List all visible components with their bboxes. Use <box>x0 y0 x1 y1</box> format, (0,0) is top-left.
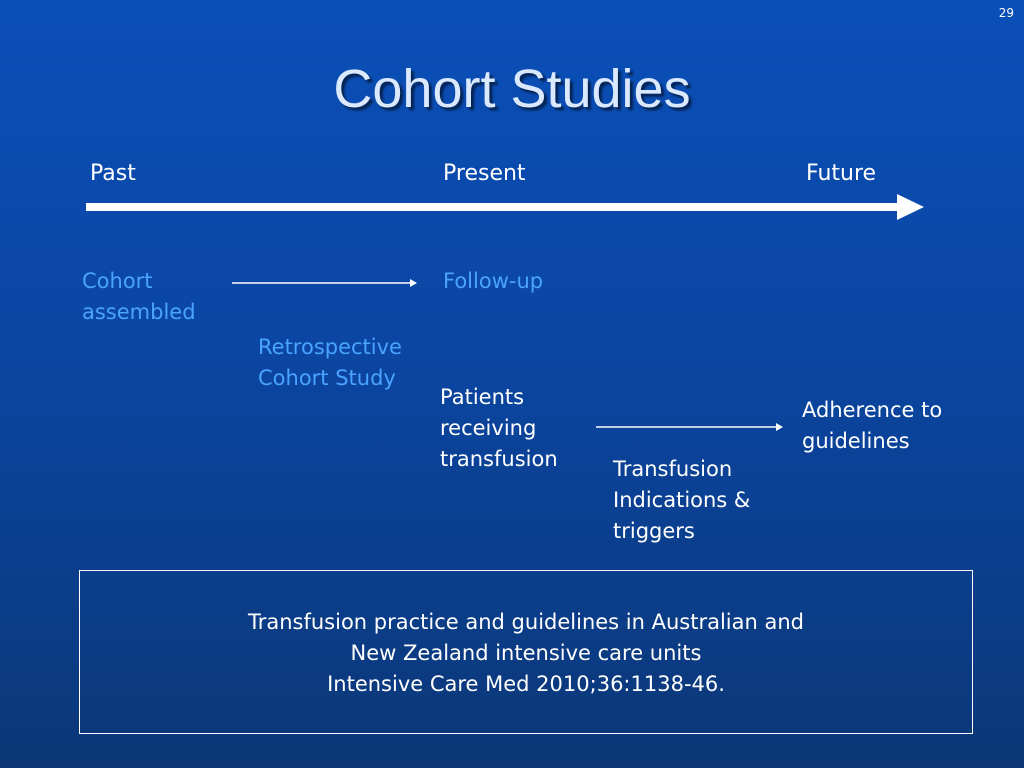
patients-line: Patients <box>440 385 525 409</box>
citation-line: New Zealand intensive care units <box>350 641 702 665</box>
prospective-arrow <box>596 423 783 431</box>
transfusion-triggers-line: Indications & <box>613 488 751 512</box>
timeline-arrow <box>86 194 924 220</box>
citation-text <box>79 607 973 700</box>
cohort-assembled-label <box>82 266 196 328</box>
adherence-to-guidelines-label <box>802 395 942 457</box>
timeline-arrow-head <box>897 194 924 220</box>
retrospective-arrow <box>232 279 417 287</box>
transfusion-triggers-line: Transfusion <box>613 457 733 481</box>
slide-title: Cohort Studies <box>333 59 691 119</box>
page-number: 29 <box>998 6 1014 20</box>
timeline-past-label: Past <box>90 161 136 186</box>
retrospective-arrow-head <box>410 279 417 287</box>
adherence-line: guidelines <box>802 429 910 453</box>
retrospective-study-label <box>258 332 402 394</box>
follow-up-label: Follow-up <box>443 269 544 293</box>
citation-line: Intensive Care Med 2010;36:1138-46. <box>327 672 725 696</box>
patients-receiving-transfusion-label <box>440 382 558 475</box>
patients-line: receiving <box>440 416 537 440</box>
patients-line: transfusion <box>440 447 558 471</box>
retrospective-study-line: Cohort Study <box>258 366 396 390</box>
adherence-line: Adherence to <box>802 398 943 422</box>
cohort-assembled-line: Cohort <box>82 269 153 293</box>
retrospective-study-line: Retrospective <box>258 335 402 359</box>
prospective-arrow-head <box>776 423 783 431</box>
cohort-assembled-line: assembled <box>82 300 196 324</box>
citation-line: Transfusion practice and guidelines in Australian and <box>247 610 805 634</box>
transfusion-triggers-line: triggers <box>613 519 695 543</box>
transfusion-triggers-label <box>613 454 750 547</box>
timeline-present-label: Present <box>443 161 526 186</box>
timeline-future-label: Future <box>806 161 877 186</box>
